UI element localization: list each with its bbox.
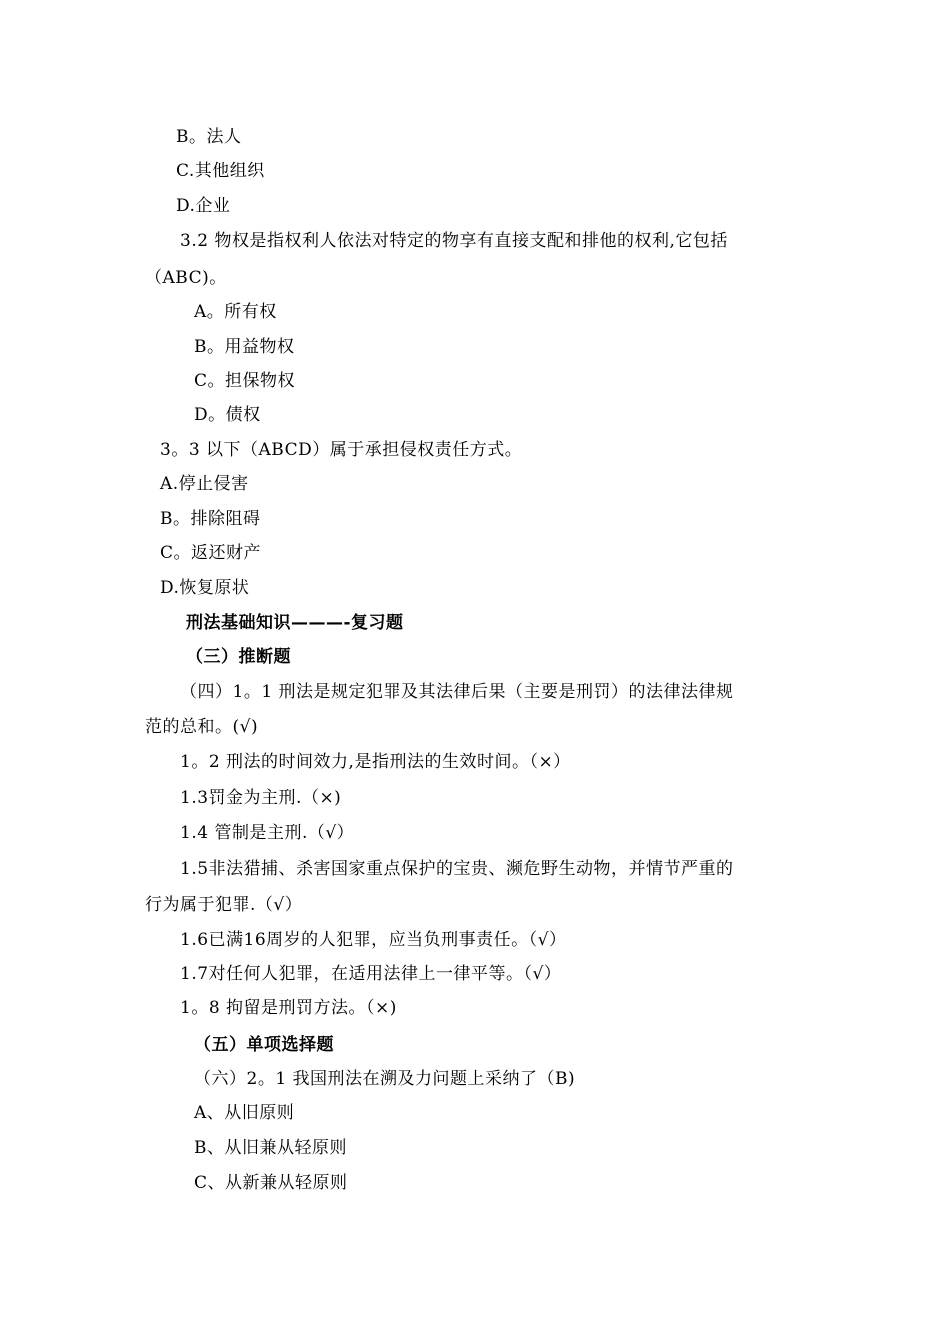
option-line: A。所有权 [194,302,277,322]
question-line-continued: 范的总和。(√) [145,717,259,737]
question-line: 1.7对任何人犯罪，在适用法律上一律平等。（√） [180,964,562,984]
section-title: 刑法基础知识———-复习题 [186,613,404,633]
option-line: C。担保物权 [194,371,296,391]
option-line: C。返还财产 [160,543,262,563]
option-line: D。债权 [194,405,261,425]
question-line: 1.6已满16周岁的人犯罪，应当负刑事责任。（√） [180,930,567,950]
question-line-continued: （ABC)。 [145,268,227,288]
question-line: 1。8 拘留是刑罚方法。（×) [180,998,397,1018]
option-line: B。用益物权 [194,337,295,357]
question-line: 3.2 物权是指权利人依法对特定的物享有直接支配和排他的权利,它包括 [180,231,728,251]
option-line: A.停止侵害 [160,474,249,494]
option-line: B。排除阻碍 [160,509,261,529]
option-line: D.恢复原状 [160,578,250,598]
option-line: D.企业 [176,196,231,216]
question-line: 1.5非法猎捕、杀害国家重点保护的宝贵、濒危野生动物，并情节严重的 [180,859,734,879]
question-line: 1.3罚金为主刑.（×) [180,788,342,808]
question-line: 1.4 管制是主刑.（√） [180,823,355,843]
option-line: C、从新兼从轻原则 [194,1173,348,1193]
question-line: 1。2 刑法的时间效力,是指刑法的生效时间。（×） [180,752,571,772]
option-line: A、从旧原则 [194,1103,295,1123]
question-line: （四）1。1 刑法是规定犯罪及其法律后果（主要是刑罚）的法律法律规 [180,682,734,702]
question-line-continued: 行为属于犯罪.（√） [145,895,303,915]
option-line: C.其他组织 [176,161,265,181]
option-line: B。法人 [176,127,242,147]
question-line: （六）2。1 我国刑法在溯及力问题上采纳了（B) [194,1069,576,1089]
section-heading: （三）推断题 [186,647,291,667]
option-line: B、从旧兼从轻原则 [194,1138,347,1158]
question-line: 3。3 以下（ABCD）属于承担侵权责任方式。 [160,440,523,460]
section-heading: （五）单项选择题 [194,1035,334,1055]
